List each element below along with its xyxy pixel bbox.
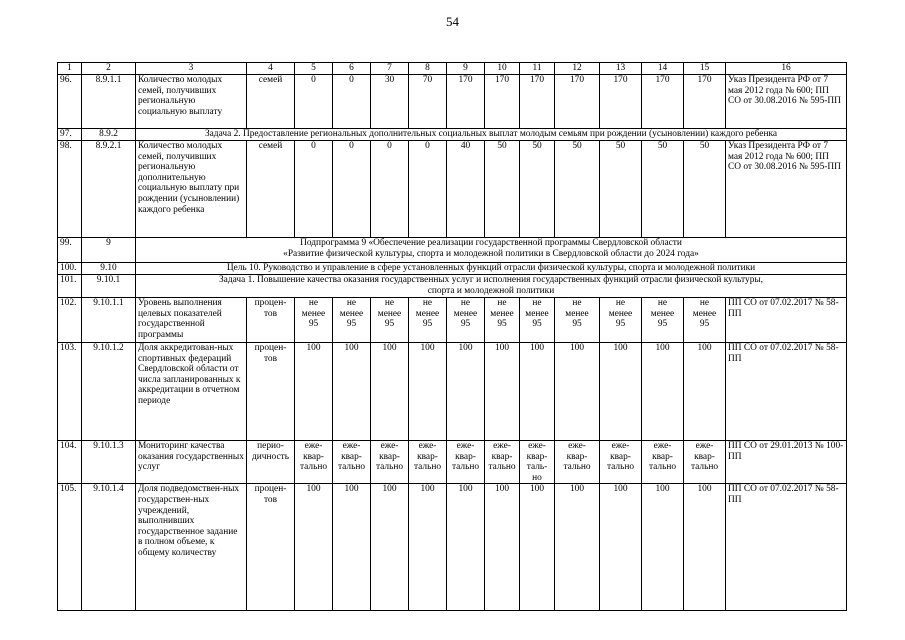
indicator-value: 70	[409, 75, 447, 129]
indicator-value: не менее 95	[447, 298, 485, 343]
section-title: Цель 10. Руководство и управление в сфере установленных функций отрасли физической культуры, спорта и молодежной политики	[136, 263, 847, 275]
column-number: 1	[58, 63, 82, 75]
indicator-value: не менее 95	[485, 298, 520, 343]
indicator-value: 100	[520, 484, 555, 611]
indicator-value: 100	[684, 343, 726, 441]
indicator-value: 100	[555, 484, 600, 611]
indicator-value: 100	[520, 343, 555, 441]
indicator-value: еже- квар- тально	[485, 441, 520, 484]
row-code: 9.10.1.2	[82, 343, 136, 441]
column-number: 10	[485, 63, 520, 75]
indicator-value: 50	[642, 141, 684, 238]
unit-of-measure: семей	[247, 141, 295, 238]
indicator-value: не менее 95	[600, 298, 642, 343]
indicator-name: Количество молодых семей, получивших региональную дополнительную социальную выплату при рождении (усыновлении) каждого ребенка	[136, 141, 247, 238]
indicator-value: еже- квар- тально	[371, 441, 409, 484]
column-number: 7	[371, 63, 409, 75]
indicator-value: 50	[555, 141, 600, 238]
table-row	[58, 263, 847, 275]
row-code: 8.9.1.1	[82, 75, 136, 129]
indicator-value: 100	[485, 484, 520, 611]
row-number: 102.	[58, 298, 82, 343]
unit-of-measure: процен- тов	[247, 298, 295, 343]
indicator-value: 100	[600, 484, 642, 611]
row-number: 99.	[58, 238, 82, 263]
row-number: 101.	[58, 275, 82, 298]
row-number: 100.	[58, 263, 82, 275]
indicator-value: 100	[485, 343, 520, 441]
indicator-value: 0	[371, 141, 409, 238]
column-number: 16	[726, 63, 847, 75]
source-document: ПП СО от 29.01.2013 № 100-ПП	[726, 441, 847, 484]
column-numbers-row	[58, 63, 847, 75]
indicator-value: 30	[371, 75, 409, 129]
indicator-value: 40	[447, 141, 485, 238]
table-row	[58, 484, 847, 611]
indicator-name: Уровень выполнения целевых показателей государственной программы	[136, 298, 247, 343]
row-number: 104.	[58, 441, 82, 484]
indicator-value: 170	[520, 75, 555, 129]
indicator-value: не менее 95	[371, 298, 409, 343]
indicator-value: не менее 95	[684, 298, 726, 343]
row-number: 105.	[58, 484, 82, 611]
indicator-value: 100	[447, 343, 485, 441]
indicator-value: 0	[295, 75, 333, 129]
indicator-value: еже- квар- тально	[684, 441, 726, 484]
source-document: ПП СО от 07.02.2017 № 58-ПП	[726, 484, 847, 611]
indicator-value: не менее 95	[642, 298, 684, 343]
section-title: Подпрограмма 9 «Обеспечение реализации государственной программы Свердловской области «Развитие физической культуры, спорта и молодежной политики в Свердловской области до 2024 года»	[136, 238, 847, 263]
indicator-name: Количество молодых семей, получивших региональную социальную выплату	[136, 75, 247, 129]
unit-of-measure: семей	[247, 75, 295, 129]
row-code: 8.9.2.1	[82, 141, 136, 238]
indicator-value: еже- квар- тально	[295, 441, 333, 484]
column-number: 2	[82, 63, 136, 75]
indicator-value: не менее 95	[409, 298, 447, 343]
row-code: 9.10.1.1	[82, 298, 136, 343]
table-row	[58, 275, 847, 298]
table-row	[58, 298, 847, 343]
indicator-value: 50	[600, 141, 642, 238]
column-number: 6	[333, 63, 371, 75]
table-row	[58, 238, 847, 263]
indicator-value: 0	[333, 141, 371, 238]
row-code: 9.10.1	[82, 275, 136, 298]
row-number: 97.	[58, 129, 82, 141]
indicator-value: 100	[684, 484, 726, 611]
indicator-value: не менее 95	[520, 298, 555, 343]
source-document: ПП СО от 07.02.2017 № 58-ПП	[726, 343, 847, 441]
indicator-value: 100	[642, 343, 684, 441]
indicator-value: еже- квар- таль- но	[520, 441, 555, 484]
row-number: 96.	[58, 75, 82, 129]
indicators-table	[57, 62, 847, 611]
indicator-value: 170	[684, 75, 726, 129]
indicator-value: не менее 95	[295, 298, 333, 343]
unit-of-measure: процен- тов	[247, 343, 295, 441]
table-row	[58, 129, 847, 141]
column-number: 4	[247, 63, 295, 75]
column-number: 9	[447, 63, 485, 75]
indicator-value: 100	[333, 484, 371, 611]
indicator-name: Доля подведомствен-ных государствен-ных учреждений, выполнивших государственное задание в полном объеме, к общему количеству	[136, 484, 247, 611]
table-row	[58, 441, 847, 484]
indicator-name: Мониторинг качества оказания государственных услуг	[136, 441, 247, 484]
indicator-value: 100	[600, 343, 642, 441]
indicator-value: 100	[409, 484, 447, 611]
section-title: Задача 1. Повышение качества оказания государственных услуг и исполнения государственных функций отрасли физической культуры, спорта и молодежной политики	[136, 275, 847, 298]
indicator-value: еже- квар- тально	[642, 441, 684, 484]
row-number: 103.	[58, 343, 82, 441]
indicator-value: еже- квар- тально	[600, 441, 642, 484]
indicator-value: 100	[295, 343, 333, 441]
column-number: 14	[642, 63, 684, 75]
indicator-value: 100	[447, 484, 485, 611]
indicator-value: 100	[371, 484, 409, 611]
column-number: 13	[600, 63, 642, 75]
indicator-value: не менее 95	[555, 298, 600, 343]
indicator-value: 100	[371, 343, 409, 441]
indicator-value: 0	[409, 141, 447, 238]
indicator-value: 50	[684, 141, 726, 238]
indicator-value: 100	[555, 343, 600, 441]
indicator-value: 170	[555, 75, 600, 129]
indicator-name: Доля аккредитован-ных спортивных федераций Свердловской области от числа запланированных к аккредитации в отчетном периоде	[136, 343, 247, 441]
indicator-value: не менее 95	[333, 298, 371, 343]
indicator-value: 170	[600, 75, 642, 129]
page-number: 54	[446, 14, 459, 29]
column-number: 12	[555, 63, 600, 75]
indicator-value: 170	[642, 75, 684, 129]
column-number: 8	[409, 63, 447, 75]
row-code: 9.10	[82, 263, 136, 275]
unit-of-measure: перио- дичность	[247, 441, 295, 484]
column-number: 5	[295, 63, 333, 75]
row-code: 9	[82, 238, 136, 263]
row-number: 98.	[58, 141, 82, 238]
indicator-value: еже- квар- тально	[447, 441, 485, 484]
indicator-value: 0	[295, 141, 333, 238]
indicator-value: 50	[520, 141, 555, 238]
source-document: Указ Президента РФ от 7 мая 2012 года № 600; ПП СО от 30.08.2016 № 595-ПП	[726, 75, 847, 129]
indicator-value: 100	[409, 343, 447, 441]
indicator-value: 50	[485, 141, 520, 238]
row-code: 8.9.2	[82, 129, 136, 141]
column-number: 11	[520, 63, 555, 75]
source-document: ПП СО от 07.02.2017 № 58-ПП	[726, 298, 847, 343]
indicator-value: еже- квар- тально	[409, 441, 447, 484]
row-code: 9.10.1.3	[82, 441, 136, 484]
indicator-value: еже- квар- тально	[555, 441, 600, 484]
indicator-value: 100	[642, 484, 684, 611]
indicator-value: еже- квар- тально	[333, 441, 371, 484]
indicator-value: 100	[333, 343, 371, 441]
table-body	[58, 63, 847, 611]
indicator-value: 170	[485, 75, 520, 129]
column-number: 3	[136, 63, 247, 75]
unit-of-measure: процен- тов	[247, 484, 295, 611]
indicator-value: 100	[295, 484, 333, 611]
row-code: 9.10.1.4	[82, 484, 136, 611]
section-title: Задача 2. Предоставление региональных дополнительных социальных выплат молодым семьям при рождении (усыновлении) каждого ребенка	[136, 129, 847, 141]
table-row	[58, 343, 847, 441]
table-row	[58, 75, 847, 129]
indicator-value: 0	[333, 75, 371, 129]
source-document: Указ Президента РФ от 7 мая 2012 года № 600; ПП СО от 30.08.2016 № 595-ПП	[726, 141, 847, 238]
table-row	[58, 141, 847, 238]
indicator-value: 170	[447, 75, 485, 129]
column-number: 15	[684, 63, 726, 75]
